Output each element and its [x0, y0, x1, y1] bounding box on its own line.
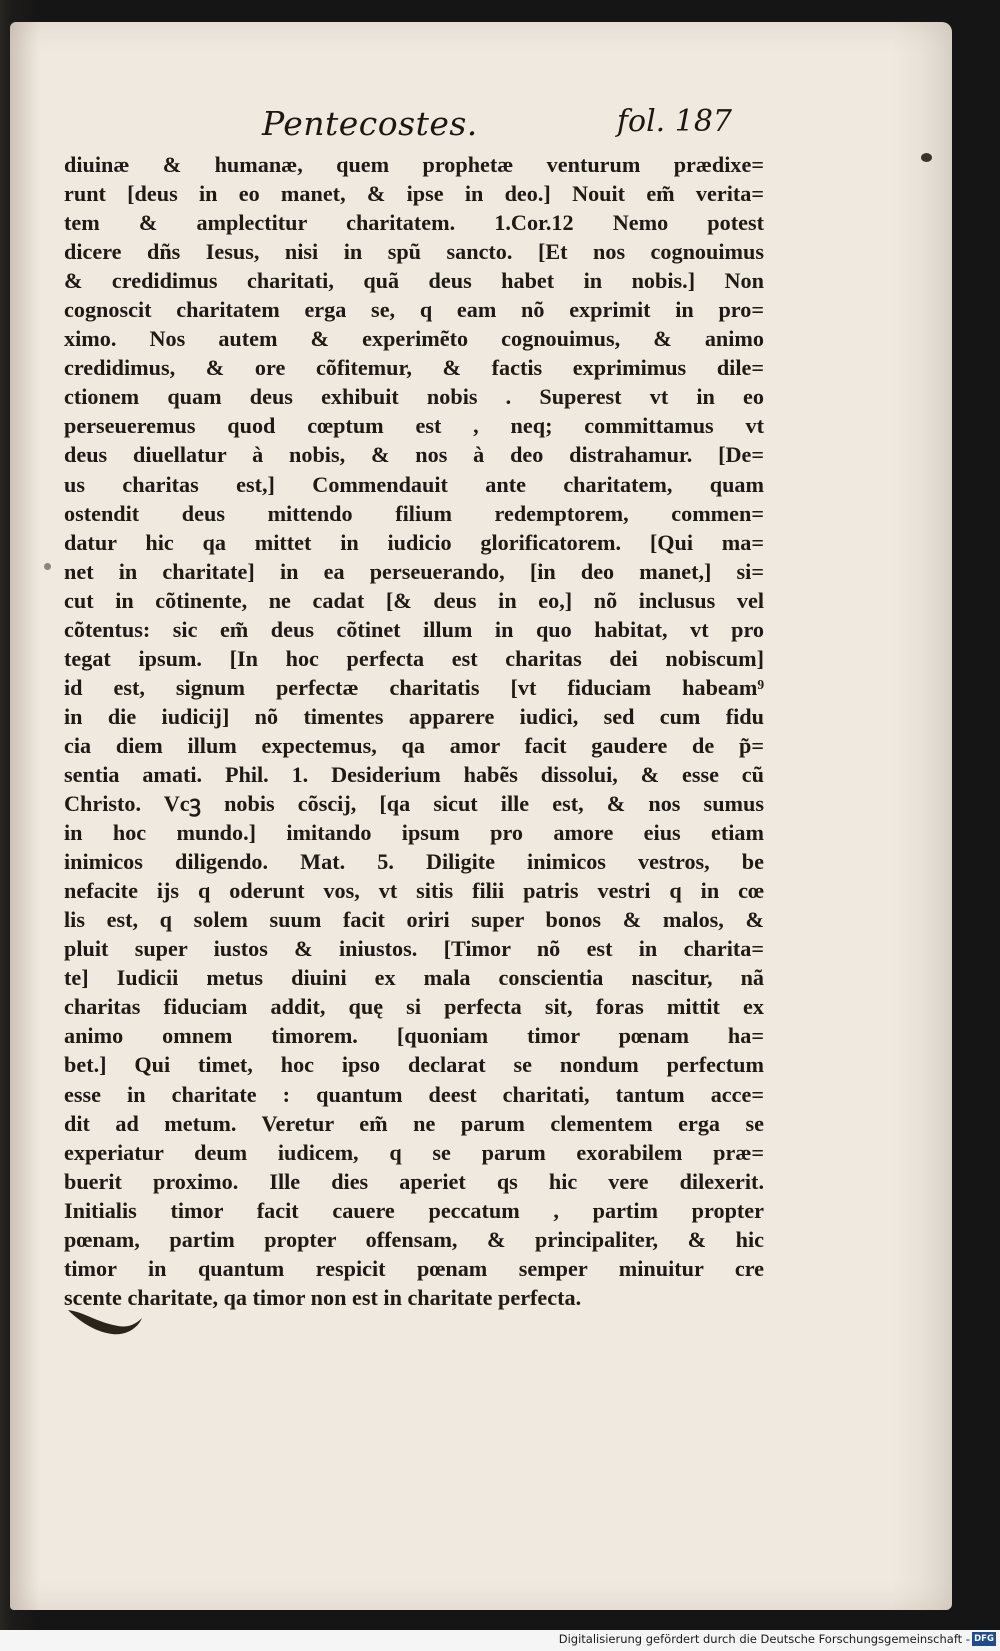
text-line: experiatur deum iudicem, q se parum exorabilem præ= [64, 1139, 764, 1165]
text-line: Initialis timor facit cauere peccatum , partim propter [64, 1197, 764, 1223]
dfg-logo: DFG [972, 1632, 996, 1646]
text-line: charitas fiduciam addit, quę si perfecta sit, foras mittit ex [64, 994, 764, 1020]
text-line: tegat ipsum. [In hoc perfecta est charitas dei nobiscum] [64, 645, 764, 671]
text-line: in hoc mundo.] imitando ipsum pro amore eius etiam [64, 820, 764, 846]
text-line: te] Iudicii metus diuini ex mala conscientia nascitur, nã [64, 965, 764, 991]
text-line: tem & amplectitur charitatem. 1.Cor.12 Nemo potest [64, 210, 764, 236]
text-line: Christo. Vcꝫ nobis cõscij, [qa sicut ille est, & nos sumus [64, 791, 764, 817]
text-line: id est, signum perfectæ charitatis [vt fiduciam habeam⁹ [64, 674, 764, 700]
text-line: buerit proximo. Ille dies aperiet qs hic vere dilexerit. [64, 1168, 764, 1194]
text-line: animo omnem timorem. [quoniam timor pœnam ha= [64, 1023, 764, 1049]
text-line: inimicos diligendo. Mat. 5. Diligite inimicos vestros, be [64, 849, 764, 875]
text-line: cognoscit charitatem erga se, q eam nõ exprimit in pro= [64, 297, 764, 323]
text-line: esse in charitate : quantum deest charitati, tantum acce= [64, 1081, 764, 1107]
text-line: dicere dñs Iesus, nisi in spũ sancto. [Et nos cognouimus [64, 239, 764, 265]
text-line: perseueremus quod cœptum est , neq; committamus vt [64, 413, 764, 439]
text-line: cõtentus: sic em̃ deus cõtinet illum in quo habitat, vt pro [64, 616, 764, 642]
page-edge-shadow [892, 22, 952, 1610]
text-line: ostendit deus mittendo filium redemptorem, commen= [64, 500, 764, 526]
text-line: net in charitate] in ea perseuerando, [in deo manet,] si= [64, 558, 764, 584]
text-line: datur hic qa mittet in iudicio glorificatorem. [Qui ma= [64, 529, 764, 555]
funding-credit: Digitalisierung gefördert durch die Deutsche Forschungsgemeinschaft - [558, 1632, 970, 1646]
text-line: bet.] Qui timet, hoc ipso declarat se nondum perfectum [64, 1052, 764, 1078]
ink-blot-mark [921, 153, 932, 162]
text-line: ximo. Nos autem & experimẽto cognouimus, & animo [64, 326, 764, 352]
text-line: in die iudicij] nõ timentes apparere iudici, sed cum fidu [64, 703, 764, 729]
text-line: timor in quantum respicit pœnam semper minuitur cre [64, 1255, 764, 1281]
text-line: diuinæ & humanæ, quem prophetæ venturum prædixe= [64, 152, 764, 177]
running-title: Pentecostes. [262, 104, 478, 143]
margin-dot-mark [44, 563, 51, 570]
text-line: sentia amati. Phil. 1. Desiderium habẽs dissolui, & esse cũ [64, 761, 764, 787]
text-line: lis est, q solem suum facit oriri super bonos & malos, & [64, 907, 764, 933]
digitization-footer [0, 1630, 1000, 1651]
text-line: scente charitate, qa timor non est in charitate perfecta. [64, 1284, 582, 1310]
text-line: ctionem quam deus exhibuit nobis . Superest vt in eo [64, 384, 764, 410]
text-line: pluit super iustos & iniustos. [Timor nõ est in charita= [64, 936, 764, 962]
spine-shadow [10, 22, 40, 1610]
text-line: runt [deus in eo manet, & ipse in deo.] Nouit em̃ verita= [64, 181, 764, 207]
page-header [262, 104, 732, 144]
text-line: cut in cõtinente, ne cadat [& deus in eo,] nõ inclusus vel [64, 587, 764, 613]
text-line: credidimus, & ore cõfitemur, & factis exprimimus dile= [64, 355, 764, 381]
text-line: nefacite ijs q oderunt vos, vt sitis filii patris vestri q in cœ [64, 878, 764, 904]
text-line: & credidimus charitati, quã deus habet in nobis.] Non [64, 268, 764, 294]
text-line: deus diuellatur à nobis, & nos à deo distrahamur. [De= [64, 442, 764, 468]
folio-number: fol. 187 [616, 104, 732, 139]
ink-flourish-mark [66, 1304, 146, 1338]
body-text [64, 150, 764, 1312]
text-line: dit ad metum. Veretur em̃ ne parum clementem erga se [64, 1110, 764, 1136]
text-line: us charitas est,] Commendauit ante charitatem, quam [64, 471, 764, 497]
text-line: pœnam, partim propter offensam, & principaliter, & hic [64, 1226, 764, 1252]
text-line: cia diem illum expectemus, qa amor facit gaudere de p̃= [64, 732, 764, 758]
